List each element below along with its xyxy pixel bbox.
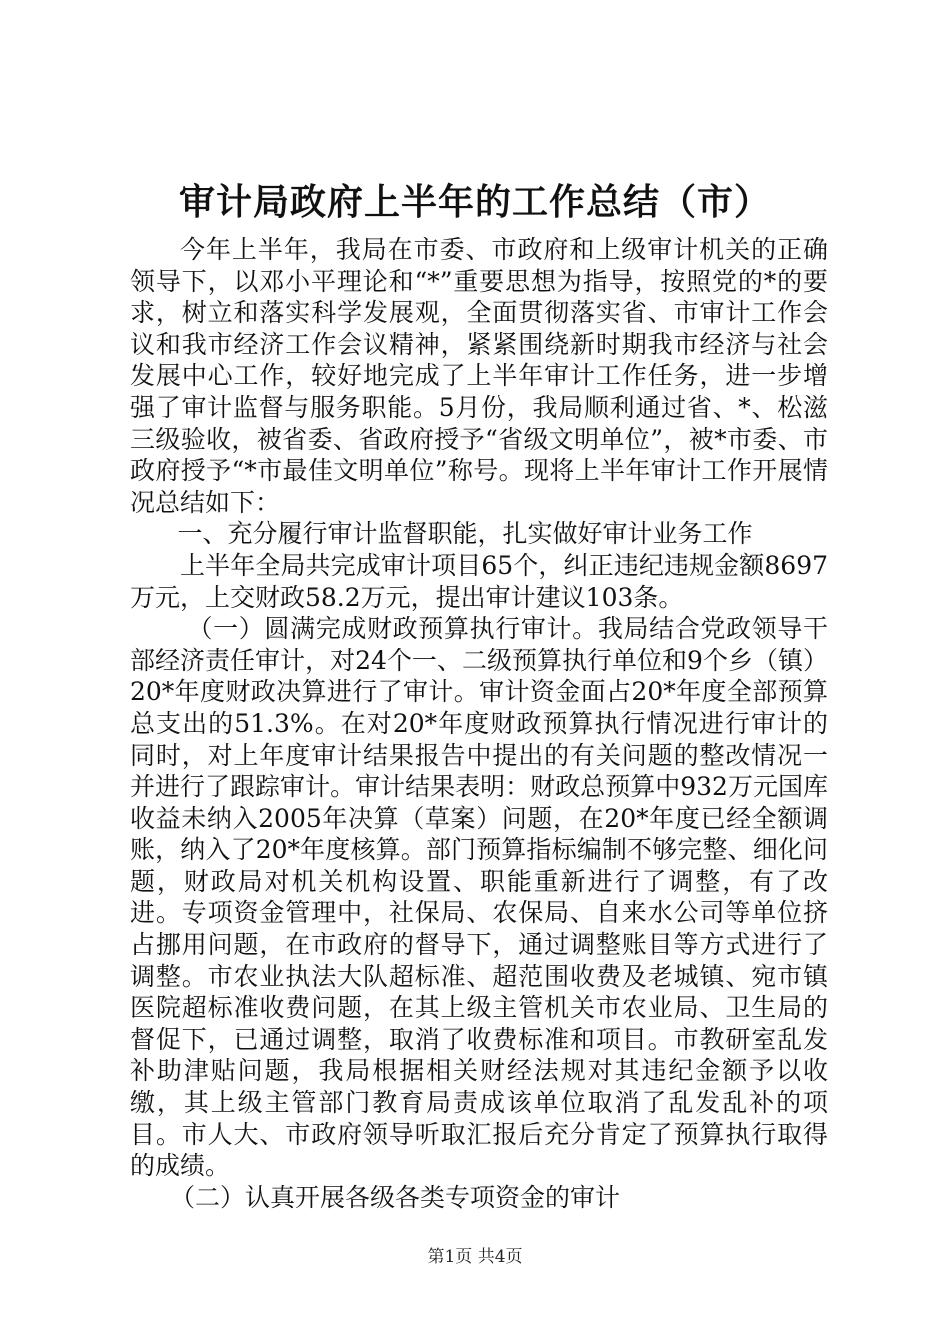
paragraph-subsection-2-heading: （二）认真开展各级各类专项资金的审计 xyxy=(170,1182,621,1212)
document-title: 审计局政府上半年的工作总结（市） xyxy=(178,181,771,223)
paragraph-section-heading-1: 一、充分履行审计监督职能，扎实做好审计业务工作 xyxy=(177,519,753,549)
page-number-footer: 第1页 共4页 xyxy=(427,1247,523,1267)
paragraph-summary-figures: 上半年全局共完成审计项目65个，纠正违纪违规金额8697万元，上交财政58.2万元，提出审计建议103条。 xyxy=(130,550,828,612)
paragraph-intro: 今年上半年，我局在市委、市政府和上级审计机关的正确领导下，以邓小平理论和“*”重要思想为指导，按照党的*的要求，树立和落实科学发展观，全面贯彻落实省、市审计工作会议和我市经济工作会议精神，紧紧围绕新时期我市经济与社会发展中心工作，较好地完成了上半年审计工作任务，进一步增强了审计监督与服务职能。5月份，我局顺利通过省、*、松滋三级验收，被省委、省政府授予“省级文明单位”，被*市委、市政府授予“*市最佳文明单位”称号。现将上半年审计工作开展情况总结如下： xyxy=(130,235,828,517)
paragraph-subsection-1: （一）圆满完成财政预算执行审计。我局结合党政领导干部经济责任审计，对24个一、二级预算执行单位和9个乡（镇）20*年度财政决算进行了审计。审计资金面占20*年度全部预算总支出的51.3%。在对20*年度财政预算执行情况进行审计的同时，对上年度审计结果报告中提出的有关问题的整改情况一并进行了跟踪审计。审计结果表明：财政总预算中932万元国库收益未纳入2005年决算（草案）问题，在20*年度已经全额调账，纳入了20*年度核算。部门预算指标编制不够完整、细化问题，财政局对机关机构设置、职能重新进行了调整，有了改进。专项资金管理中，社保局、农保局、自来水公司等单位挤占挪用问题，在市政府的督导下，通过调整账目等方式进行了调整。市农业执法大队超标准、超范围收费及老城镇、宛市镇医院超标准收费问题，在其上级主管机关市农业局、卫生局的督促下，已通过调整，取消了收费标准和项目。市教研室乱发补助津贴问题，我局根据相关财经法规对其违纪金额予以收缴，其上级主管部门教育局责成该单位取消了乱发乱补的项目。市人大、市政府领导听取汇报后充分肯定了预算执行取得的成绩。 xyxy=(130,614,828,1181)
document-body xyxy=(130,234,828,1213)
